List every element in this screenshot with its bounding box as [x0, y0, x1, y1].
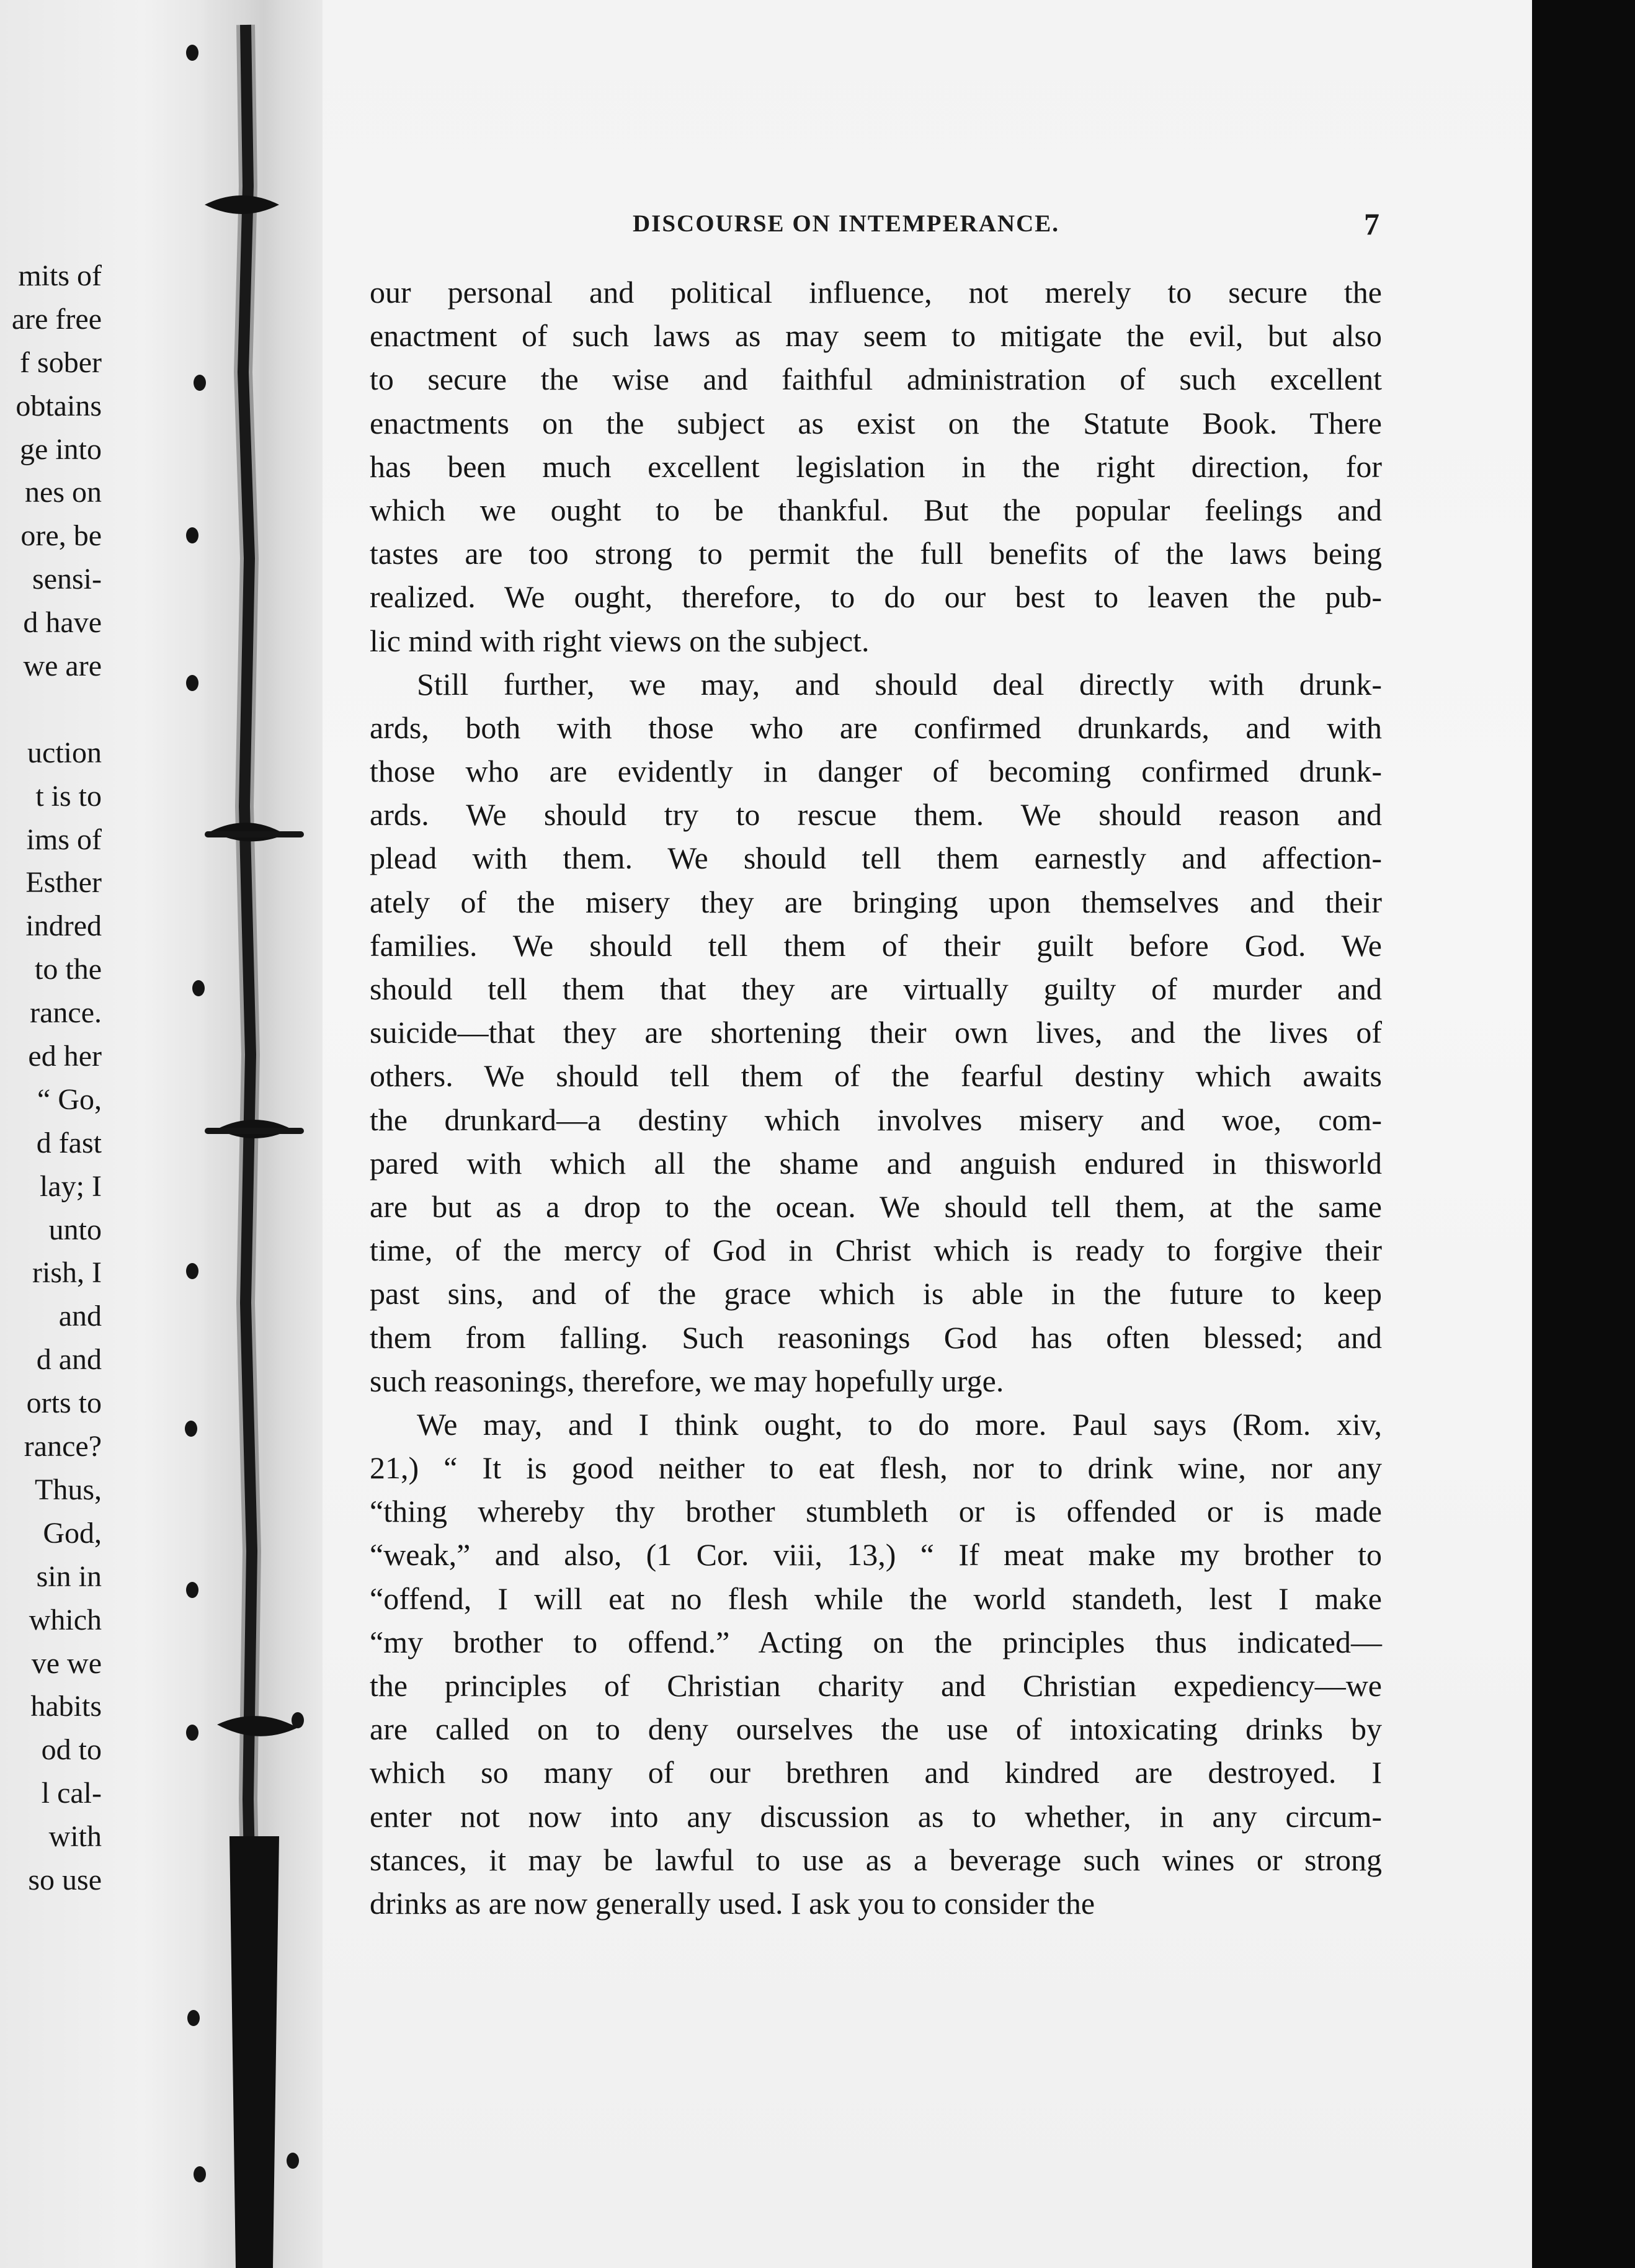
body-text-line: past sins, and of the grace which is able in the future to keep [370, 1276, 1382, 1311]
body-text-line: them from falling. Such reasonings God has often blessed; and [370, 1319, 1382, 1355]
left-page-line: lay; I [40, 1169, 102, 1203]
left-page-line: to the [35, 953, 102, 986]
left-page-line: so use [28, 1863, 102, 1896]
stitch-hole [194, 2166, 206, 2182]
stitch-hole [192, 980, 205, 996]
stitch-hole [186, 1582, 198, 1598]
body-text-line: should tell them that they are virtually guilty of murder and [370, 971, 1382, 1006]
left-page-line: ims of [26, 823, 102, 856]
body-text-line: lic mind with right views on the subject. [370, 623, 870, 658]
left-page-line: obtains [16, 389, 102, 422]
body-text-line: Still further, we may, and should deal directly with drunk- [417, 666, 1382, 702]
body-text-line: ards, both with those who are confirmed drunkards, and with [370, 710, 1382, 745]
left-page-line: orts to [26, 1386, 102, 1420]
body-text-line: others. We should tell them of the fearful destiny which awaits [370, 1058, 1382, 1094]
body-text-line: tastes are too strong to permit the full benefits of the laws being [370, 536, 1382, 571]
body-text-line: ately of the misery they are bringing upon themselves and their [370, 884, 1382, 919]
stitch-hole [186, 1263, 198, 1279]
body-text-line: realized. We ought, therefore, to do our best to leaven the pub- [370, 579, 1382, 615]
page-number: 7 [1364, 207, 1379, 241]
body-text-line: pared with which all the shame and anguish endured in thisworld [370, 1145, 1382, 1181]
body-text-line: which so many of our brethren and kindred are destroyed. I [370, 1755, 1382, 1790]
body-text-line: suicide—that they are shortening their own lives, and the lives of [370, 1015, 1382, 1050]
left-page-line: d and [36, 1343, 102, 1377]
body-text-line: “offend, I will eat no flesh while the world standeth, lest I make [370, 1581, 1382, 1616]
page-tear [205, 1128, 304, 1134]
left-page-line: rance? [24, 1430, 102, 1463]
body-text-line: which we ought to be thankful. But the popular feelings and [370, 492, 1382, 527]
running-head: DISCOURSE ON INTEMPERANCE. [633, 210, 1059, 237]
left-page-line: we are [23, 650, 102, 683]
body-text-line: plead with them. We should tell them earnestly and affection- [370, 841, 1382, 876]
left-page-line: l cal- [41, 1777, 102, 1810]
left-page-line: unto [48, 1213, 102, 1246]
left-page-line: ge into [20, 432, 102, 466]
stitch-hole [186, 675, 198, 691]
body-text-line: drinks as are now generally used. I ask you to consider the [370, 1885, 1095, 1921]
left-page-line: mits of [18, 259, 102, 292]
left-page-line: with [48, 1820, 102, 1854]
body-text-line: has been much excellent legislation in the right direction, for [370, 449, 1382, 484]
body-text-line: 21,) “ It is good neither to eat flesh, nor to drink wine, nor any [370, 1450, 1382, 1486]
body-text-line: We may, and I think ought, to do more. Paul says (Rom. xiv, [417, 1406, 1382, 1442]
body-text-line: ards. We should try to rescue them. We should reason and [370, 797, 1382, 833]
body-text-line: are called on to deny ourselves the use of intoxicating drinks by [370, 1712, 1382, 1747]
left-page [0, 0, 205, 2268]
left-page-line: God, [43, 1516, 102, 1550]
stitch-hole [194, 375, 206, 391]
left-page-line: ed her [28, 1040, 102, 1073]
left-page-line: rance. [30, 996, 102, 1030]
body-text-line: the drunkard—a destiny which involves misery and woe, com- [370, 1102, 1382, 1137]
body-text-line: enactments on the subject as exist on the Statute Book. There [370, 405, 1382, 440]
body-text-line: such reasonings, therefore, we may hopefully urge. [370, 1363, 1004, 1398]
left-page-line: Esther [25, 866, 102, 900]
body-text-line: the principles of Christian charity and Christian expediency—we [370, 1668, 1382, 1703]
left-page-line: are free [11, 302, 102, 336]
book-gutter-stitching [205, 0, 323, 2268]
left-page-line: d have [23, 606, 102, 640]
left-page-line: habits [30, 1690, 102, 1723]
stitch-hole [185, 1421, 197, 1437]
left-page-line: od to [41, 1733, 102, 1767]
body-text-line: our personal and political influence, not merely to secure the [370, 275, 1382, 310]
left-page-line: “ Go, [37, 1083, 102, 1116]
body-text-line: families. We should tell them of their guilt before God. We [370, 927, 1382, 963]
left-page-line: nes on [25, 476, 102, 509]
stitch-hole [186, 45, 198, 61]
body-text-line: time, of the mercy of God in Christ which is ready to forgive their [370, 1233, 1382, 1268]
page-tear [205, 831, 304, 837]
left-page-line: and [58, 1300, 102, 1333]
left-page-line: ore, be [20, 519, 102, 553]
left-page-line: sin in [36, 1560, 102, 1593]
body-text-line: those who are evidently in danger of becoming confirmed drunk- [370, 754, 1382, 789]
left-page-line: Thus, [35, 1473, 102, 1506]
left-page-line [0, 688, 102, 731]
body-text-line: “weak,” and also, (1 Cor. viii, 13,) “ If meat make my brother to [370, 1537, 1382, 1573]
body-text-line: enter not now into any discussion as to whether, in any circum- [370, 1798, 1382, 1834]
left-page-line: sensi- [32, 563, 102, 596]
body-text-line: “thing whereby thy brother stumbleth or is offended or is made [370, 1494, 1382, 1529]
left-page-line: rish, I [32, 1256, 102, 1290]
left-page-line: ve we [31, 1646, 102, 1680]
binding-stitches [205, 0, 323, 2268]
left-page-line: indred [25, 909, 102, 943]
left-page-line: t is to [35, 779, 102, 813]
stitch-hole [287, 2153, 299, 2169]
stitch-hole [186, 1725, 198, 1741]
body-text-line: enactment of such laws as may seem to mitigate the evil, but also [370, 318, 1382, 354]
left-page-line: d fast [36, 1126, 102, 1159]
stitch-hole [292, 1712, 304, 1728]
body-text-line: to secure the wise and faithful administration of such excellent [370, 362, 1382, 397]
stitch-hole [187, 2010, 200, 2026]
body-text-line: “my brother to offend.” Acting on the principles thus indicated— [370, 1624, 1382, 1659]
left-page-line: f sober [20, 346, 102, 379]
left-page-line: uction [27, 736, 102, 769]
body-text-line: are but as a drop to the ocean. We should tell them, at the same [370, 1189, 1382, 1224]
body-text [370, 270, 1382, 1925]
stitch-hole [186, 527, 198, 543]
body-text-line: stances, it may be lawful to use as a beverage such wines or strong [370, 1842, 1382, 1877]
left-page-line: which [29, 1603, 102, 1636]
left-page-text-fragments [0, 254, 102, 1902]
